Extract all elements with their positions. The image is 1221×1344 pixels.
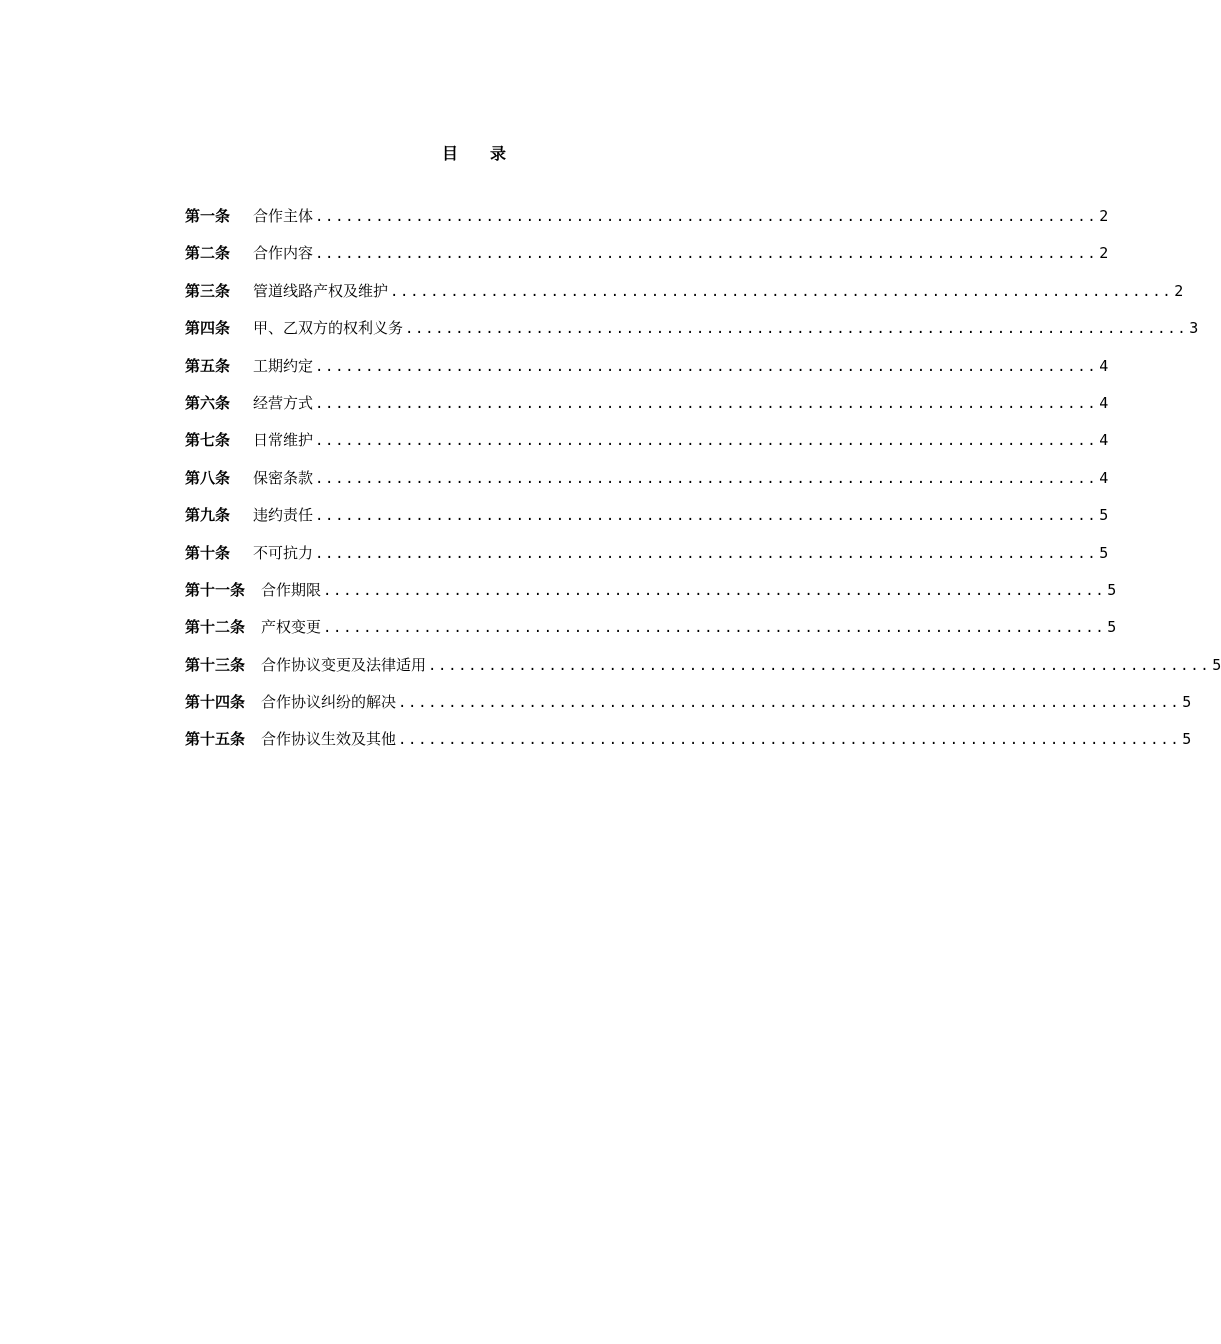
toc-entry-number: 第六条 xyxy=(185,393,231,412)
toc-entry[interactable] xyxy=(185,317,1199,354)
toc-leader-dots: .............................................................................. xyxy=(398,732,1181,749)
toc-title xyxy=(0,141,950,164)
toc-entry-page: 4 xyxy=(1099,468,1109,487)
toc-leader-dots: .............................................................................. xyxy=(315,209,1098,225)
toc-entry[interactable] xyxy=(185,542,1109,579)
toc-entry-title: 合作期限 xyxy=(261,580,322,599)
toc-entry[interactable] xyxy=(185,579,1117,616)
toc-title-char: 录 xyxy=(490,144,509,163)
toc-entry-number: 第九条 xyxy=(185,506,231,525)
toc-entry-number: 第八条 xyxy=(185,468,231,487)
toc-entry-title: 合作协议变更及法律适用 xyxy=(261,655,427,674)
toc-entry-number: 第十四条 xyxy=(185,693,246,712)
toc-entry-title: 违约责任 xyxy=(253,506,314,525)
toc-entry-page: 2 xyxy=(1099,244,1109,263)
toc-entry[interactable] xyxy=(185,616,1117,653)
toc-entry-number: 第三条 xyxy=(185,281,231,300)
toc-entry[interactable] xyxy=(185,504,1109,541)
toc-leader-dots: .............................................................................. xyxy=(315,545,1098,562)
toc-leader-dots: .............................................................................. xyxy=(390,283,1173,300)
toc-entry[interactable] xyxy=(185,467,1109,504)
toc-entry-title: 经营方式 xyxy=(253,393,314,412)
toc-entry-title: 合作内容 xyxy=(253,244,314,263)
toc-entry[interactable] xyxy=(185,429,1109,466)
toc-leader-dots: .............................................................................. xyxy=(315,358,1098,375)
toc-entry[interactable] xyxy=(185,654,1221,691)
toc-leader-dots: .............................................................................. xyxy=(323,620,1106,637)
toc-entry-number: 第十二条 xyxy=(185,618,246,637)
table-of-contents xyxy=(185,205,1221,766)
toc-leader-dots: .............................................................................. xyxy=(428,657,1211,674)
toc-entry-title: 合作主体 xyxy=(253,207,314,225)
toc-leader-dots: .............................................................................. xyxy=(315,395,1098,412)
toc-entry-page: 5 xyxy=(1182,693,1192,712)
toc-entry-page: 4 xyxy=(1099,356,1109,375)
toc-entry-page: 3 xyxy=(1189,319,1199,338)
toc-entry-title: 工期约定 xyxy=(253,356,314,375)
toc-entry-page: 5 xyxy=(1099,506,1109,525)
toc-entry-title: 保密条款 xyxy=(253,468,314,487)
toc-entry-page: 5 xyxy=(1182,730,1192,749)
toc-entry-number: 第十一条 xyxy=(185,580,246,599)
toc-entry[interactable] xyxy=(185,280,1184,317)
toc-entry[interactable] xyxy=(185,205,1109,242)
toc-entry-title: 合作协议纠纷的解决 xyxy=(261,693,397,712)
toc-entry-number: 第一条 xyxy=(185,207,231,225)
toc-title-char: 目 xyxy=(441,144,460,163)
toc-entry[interactable] xyxy=(185,728,1192,765)
toc-leader-dots: .............................................................................. xyxy=(323,582,1106,599)
toc-leader-dots: .............................................................................. xyxy=(315,470,1098,487)
toc-entry-title: 日常维护 xyxy=(253,431,314,450)
toc-entry[interactable] xyxy=(185,242,1109,279)
toc-entry-page: 5 xyxy=(1107,618,1117,637)
toc-entry-title: 产权变更 xyxy=(261,618,322,637)
toc-entry-title: 合作协议生效及其他 xyxy=(261,730,397,749)
toc-entry-number: 第五条 xyxy=(185,356,231,375)
toc-entry-number: 第四条 xyxy=(185,319,231,338)
toc-entry-page: 5 xyxy=(1099,543,1109,562)
toc-entry[interactable] xyxy=(185,355,1109,392)
toc-entry-title: 不可抗力 xyxy=(253,543,314,562)
toc-entry-page: 2 xyxy=(1099,207,1109,225)
toc-leader-dots: .............................................................................. xyxy=(315,433,1098,450)
toc-entry-number: 第十五条 xyxy=(185,730,246,749)
toc-entry-page: 2 xyxy=(1174,281,1184,300)
toc-leader-dots: .............................................................................. xyxy=(398,695,1181,712)
toc-entry-number: 第十条 xyxy=(185,543,231,562)
toc-entry[interactable] xyxy=(185,392,1109,429)
toc-entry-title: 管道线路产权及维护 xyxy=(253,281,389,300)
toc-entry-page: 5 xyxy=(1212,655,1221,674)
toc-entry-number: 第十三条 xyxy=(185,655,246,674)
toc-leader-dots: .............................................................................. xyxy=(405,321,1188,338)
toc-entry-page: 5 xyxy=(1107,580,1117,599)
toc-entry-title: 甲、乙双方的权利义务 xyxy=(253,319,404,338)
toc-leader-dots: .............................................................................. xyxy=(315,246,1098,263)
toc-entry-page: 4 xyxy=(1099,393,1109,412)
toc-entry-number: 第七条 xyxy=(185,431,231,450)
toc-entry-page: 4 xyxy=(1099,431,1109,450)
toc-entry[interactable] xyxy=(185,691,1192,728)
toc-entry-number: 第二条 xyxy=(185,244,231,263)
toc-leader-dots: .............................................................................. xyxy=(315,508,1098,525)
